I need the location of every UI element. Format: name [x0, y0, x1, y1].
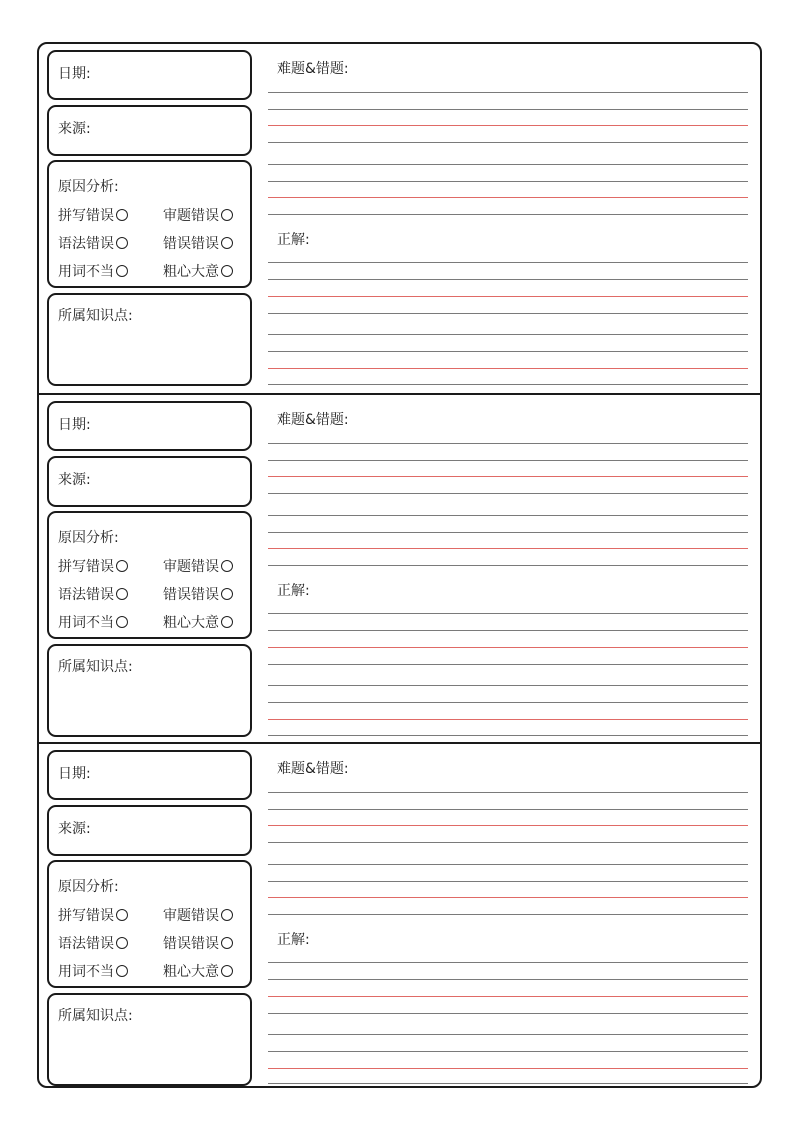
question-label: 难题&错题:: [277, 61, 349, 77]
reason-title: 原因分析:: [58, 879, 119, 895]
ruled-line: [268, 1083, 748, 1084]
ruled-line: [268, 313, 748, 314]
reason-title: 原因分析:: [58, 179, 119, 195]
red-ruled-line: [268, 1068, 748, 1069]
source-label: 来源:: [58, 472, 91, 488]
option-label: 审题错误: [163, 559, 219, 575]
option-grammar-error[interactable]: [58, 584, 128, 604]
knowledge-point-label: 所属知识点:: [58, 308, 133, 324]
ruled-line: [268, 214, 748, 215]
red-ruled-line: [268, 548, 748, 549]
ruled-line: [268, 384, 748, 385]
circle-checkbox-icon[interactable]: [221, 209, 233, 221]
ruled-line: [268, 735, 748, 736]
option-spelling-error[interactable]: [58, 905, 128, 925]
ruled-line: [268, 142, 748, 143]
red-ruled-line: [268, 897, 748, 898]
option-spelling-error[interactable]: [58, 205, 128, 225]
source-label: 来源:: [58, 121, 91, 137]
red-ruled-line: [268, 296, 748, 297]
circle-checkbox-icon[interactable]: [116, 909, 128, 921]
red-ruled-line: [268, 476, 748, 477]
option-spelling-error[interactable]: [58, 556, 128, 576]
source-box[interactable]: [47, 456, 252, 507]
red-ruled-line: [268, 368, 748, 369]
option-grammar-error[interactable]: [58, 933, 128, 953]
ruled-line: [268, 1034, 748, 1035]
option-label: 错误错误: [163, 236, 219, 252]
ruled-line: [268, 493, 748, 494]
ruled-line: [268, 702, 748, 703]
knowledge-point-label: 所属知识点:: [58, 659, 133, 675]
option-word-usage-error[interactable]: [58, 612, 128, 632]
option-reading-error[interactable]: [163, 205, 233, 225]
reason-analysis-box: [47, 511, 252, 639]
date-label: 日期:: [58, 66, 91, 82]
option-label: 粗心大意: [163, 264, 219, 280]
date-box[interactable]: [47, 50, 252, 100]
ruled-line: [268, 842, 748, 843]
option-label: 拼写错误: [58, 208, 114, 224]
circle-checkbox-icon[interactable]: [116, 965, 128, 977]
date-box[interactable]: [47, 750, 252, 800]
option-careless-error[interactable]: [163, 261, 233, 281]
option-label: 语法错误: [58, 587, 114, 603]
circle-checkbox-icon[interactable]: [221, 965, 233, 977]
answer-label: 正解:: [277, 583, 310, 599]
option-other-error[interactable]: [163, 584, 233, 604]
circle-checkbox-icon[interactable]: [221, 616, 233, 628]
record-card: [39, 44, 760, 392]
red-ruled-line: [268, 197, 748, 198]
option-label: 拼写错误: [58, 908, 114, 924]
ruled-line: [268, 515, 748, 516]
ruled-line: [268, 914, 748, 915]
option-label: 语法错误: [58, 936, 114, 952]
option-label: 粗心大意: [163, 964, 219, 980]
date-label: 日期:: [58, 766, 91, 782]
option-other-error[interactable]: [163, 933, 233, 953]
date-label: 日期:: [58, 417, 91, 433]
question-label: 难题&错题:: [277, 761, 349, 777]
circle-checkbox-icon[interactable]: [221, 588, 233, 600]
option-label: 错误错误: [163, 587, 219, 603]
source-box[interactable]: [47, 105, 252, 156]
circle-checkbox-icon[interactable]: [116, 237, 128, 249]
circle-checkbox-icon[interactable]: [221, 237, 233, 249]
ruled-line: [268, 664, 748, 665]
ruled-line: [268, 962, 748, 963]
ruled-line: [268, 1051, 748, 1052]
option-label: 用词不当: [58, 964, 114, 980]
ruled-line: [268, 262, 748, 263]
circle-checkbox-icon[interactable]: [116, 588, 128, 600]
source-label: 来源:: [58, 821, 91, 837]
circle-checkbox-icon[interactable]: [221, 937, 233, 949]
option-careless-error[interactable]: [163, 612, 233, 632]
circle-checkbox-icon[interactable]: [116, 937, 128, 949]
ruled-line: [268, 809, 748, 810]
circle-checkbox-icon[interactable]: [116, 209, 128, 221]
ruled-line: [268, 864, 748, 865]
option-careless-error[interactable]: [163, 961, 233, 981]
ruled-line: [268, 532, 748, 533]
option-label: 审题错误: [163, 208, 219, 224]
ruled-line: [268, 685, 748, 686]
answer-label: 正解:: [277, 232, 310, 248]
reason-title: 原因分析:: [58, 530, 119, 546]
red-ruled-line: [268, 719, 748, 720]
source-box[interactable]: [47, 805, 252, 856]
error-notebook-sheet: [37, 42, 762, 1088]
option-label: 语法错误: [58, 236, 114, 252]
ruled-line: [268, 164, 748, 165]
knowledge-point-box[interactable]: [47, 293, 252, 386]
option-word-usage-error[interactable]: [58, 261, 128, 281]
circle-checkbox-icon[interactable]: [116, 616, 128, 628]
option-label: 错误错误: [163, 936, 219, 952]
ruled-line: [268, 109, 748, 110]
knowledge-point-label: 所属知识点:: [58, 1008, 133, 1024]
ruled-line: [268, 979, 748, 980]
ruled-line: [268, 181, 748, 182]
red-ruled-line: [268, 125, 748, 126]
ruled-line: [268, 351, 748, 352]
option-label: 用词不当: [58, 615, 114, 631]
option-reading-error[interactable]: [163, 905, 233, 925]
reason-analysis-box: [47, 860, 252, 988]
ruled-line: [268, 460, 748, 461]
circle-checkbox-icon[interactable]: [221, 265, 233, 277]
option-word-usage-error[interactable]: [58, 961, 128, 981]
question-label: 难题&错题:: [277, 412, 349, 428]
ruled-line: [268, 1013, 748, 1014]
circle-checkbox-icon[interactable]: [116, 560, 128, 572]
ruled-line: [268, 92, 748, 93]
ruled-line: [268, 792, 748, 793]
ruled-line: [268, 630, 748, 631]
ruled-line: [268, 443, 748, 444]
option-label: 用词不当: [58, 264, 114, 280]
option-reading-error[interactable]: [163, 556, 233, 576]
ruled-line: [268, 565, 748, 566]
option-label: 审题错误: [163, 908, 219, 924]
circle-checkbox-icon[interactable]: [221, 909, 233, 921]
record-card: [39, 393, 760, 743]
circle-checkbox-icon[interactable]: [221, 560, 233, 572]
ruled-line: [268, 881, 748, 882]
option-label: 拼写错误: [58, 559, 114, 575]
ruled-line: [268, 613, 748, 614]
knowledge-point-box[interactable]: [47, 993, 252, 1086]
record-card: [39, 742, 760, 1090]
answer-label: 正解:: [277, 932, 310, 948]
circle-checkbox-icon[interactable]: [116, 265, 128, 277]
date-box[interactable]: [47, 401, 252, 451]
option-grammar-error[interactable]: [58, 233, 128, 253]
option-other-error[interactable]: [163, 233, 233, 253]
option-label: 粗心大意: [163, 615, 219, 631]
ruled-line: [268, 334, 748, 335]
knowledge-point-box[interactable]: [47, 644, 252, 737]
ruled-line: [268, 279, 748, 280]
red-ruled-line: [268, 647, 748, 648]
red-ruled-line: [268, 996, 748, 997]
red-ruled-line: [268, 825, 748, 826]
reason-analysis-box: [47, 160, 252, 288]
